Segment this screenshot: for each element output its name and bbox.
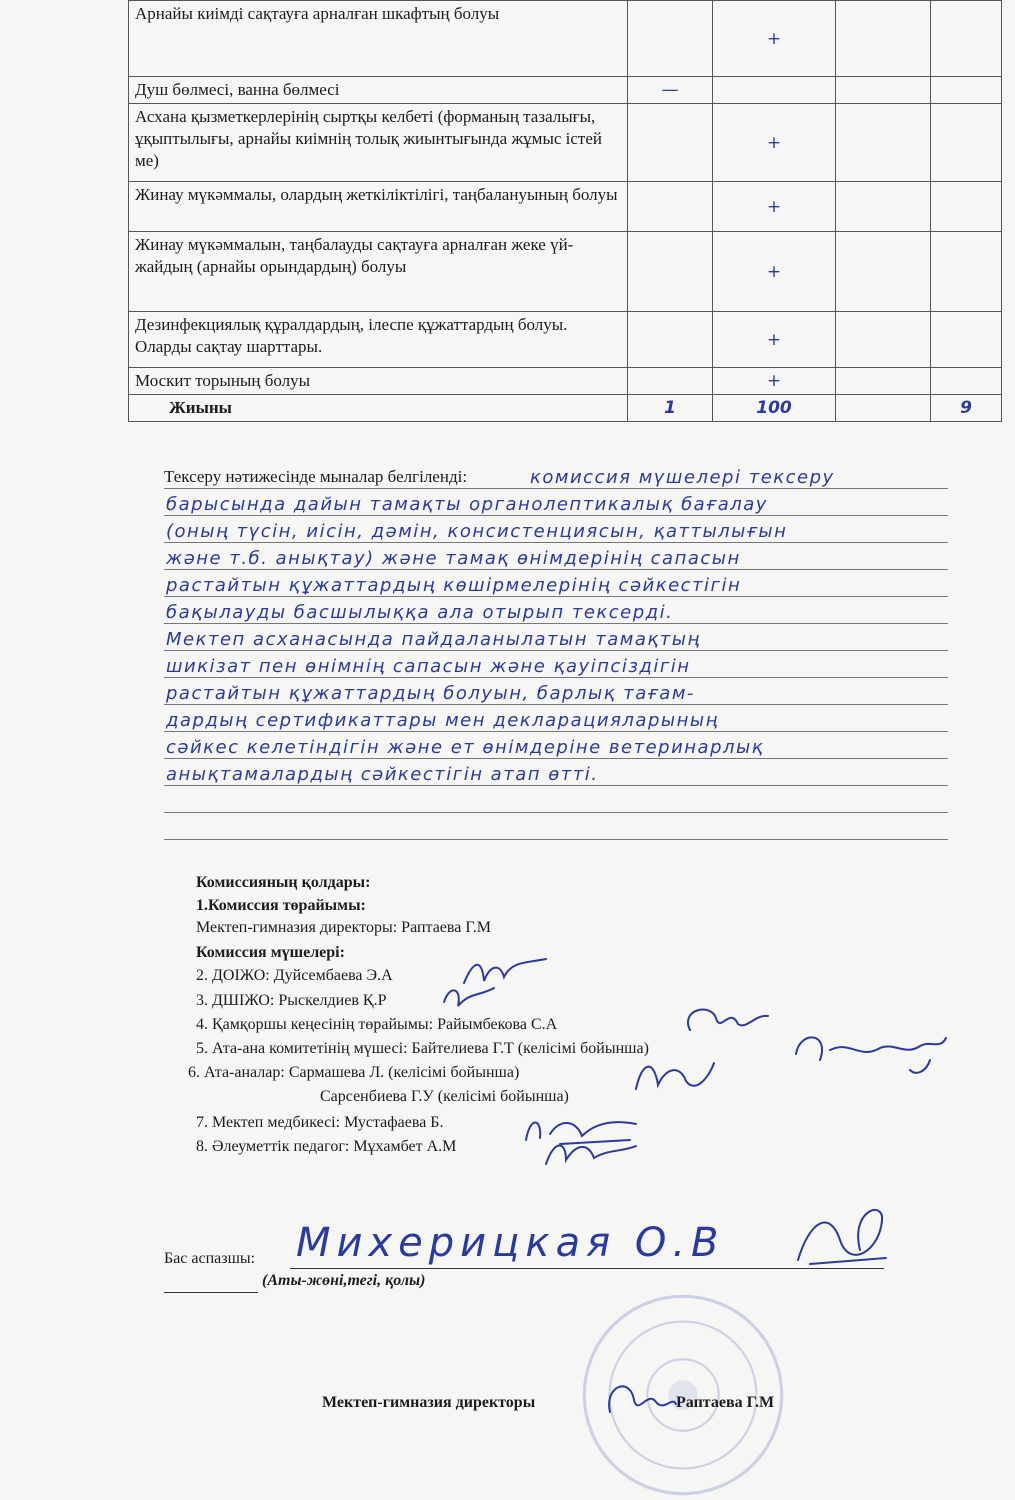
findings-handwritten-text: және т.б. анықтау) және тамақ өнімдерінің сапасын xyxy=(166,548,741,569)
signature-5 xyxy=(790,1020,950,1080)
member-6b: Сарсенбиева Г.У (келісімі бойынша) xyxy=(320,1088,569,1105)
row-mark-col-2 xyxy=(713,77,836,104)
row-mark-col-1 xyxy=(628,1,713,77)
director-signature xyxy=(600,1376,680,1420)
findings-line xyxy=(164,516,948,543)
row-label: Асхана қызметкерлерінің сыртқы келбеті (форманың тазалығы, ұқыптылығы, арнайы киімнің толық жиынтығында жұмыс істей ме) xyxy=(129,104,628,182)
row-mark-col-3 xyxy=(836,232,931,312)
row-mark-col-2: + xyxy=(713,368,836,395)
director-label: Мектеп-гимназия директоры xyxy=(322,1394,536,1411)
table-row xyxy=(129,368,1002,395)
member-4: 4. Қамқоршы кеңесінің төрайымы: Райымбекова С.А xyxy=(196,1016,558,1033)
findings-handwritten-text: анықтамалардың сәйкестігін атап өтті. xyxy=(166,764,599,785)
findings-label: Тексеру нәтижесінде мыналар белгіленді: xyxy=(164,467,468,486)
row-mark-col-3 xyxy=(836,1,931,77)
table-row xyxy=(129,104,1002,182)
findings-handwritten-text: комиссия мүшелері тексеру xyxy=(530,467,835,488)
row-label: Арнайы киімді сақтауға арналған шкафтың болуы xyxy=(129,1,628,77)
findings-line xyxy=(164,651,948,678)
members-heading: Комиссия мүшелері: xyxy=(196,944,345,961)
row-mark-col-4 xyxy=(931,77,1002,104)
findings-line xyxy=(164,813,948,840)
director-name: Раптаева Г.М xyxy=(676,1394,775,1411)
chair-heading: 1.Комиссия төрайымы: xyxy=(196,897,366,914)
table-row xyxy=(129,1,1002,77)
table-row xyxy=(129,232,1002,312)
row-mark-col-3 xyxy=(836,312,931,368)
findings-handwritten-text: (оның түсін, иісін, дәмін, консистенциясын, қаттылығын xyxy=(166,521,788,542)
table-row xyxy=(129,182,1002,232)
findings-line xyxy=(164,678,948,705)
findings-line xyxy=(164,570,948,597)
row-mark-col-2: + xyxy=(713,1,836,77)
signature-8 xyxy=(540,1134,640,1174)
row-mark-col-4 xyxy=(931,232,1002,312)
findings-handwritten-text: дардың сертификаттары мен декларацияларының xyxy=(166,710,719,731)
row-label: Жинау мүкәммалы, олардың жеткіліктілігі, таңбалануының болуы xyxy=(129,182,628,232)
member-8: 8. Әлеуметтік педагог: Мұхамбет А.М xyxy=(196,1138,457,1155)
table-total-row xyxy=(129,395,1002,422)
row-mark-col-2: + xyxy=(713,312,836,368)
row-mark-col-3 xyxy=(836,368,931,395)
row-mark-col-1 xyxy=(628,232,713,312)
row-mark-col-3 xyxy=(836,104,931,182)
findings-line xyxy=(164,489,948,516)
total-col-4: 9 xyxy=(931,395,1002,422)
row-label: Жинау мүкәммалын, таңбалауды сақтауға арналған жеке үй-жайдың (арнайы орындардың) болуы xyxy=(129,232,628,312)
row-mark-col-3 xyxy=(836,182,931,232)
total-col-3 xyxy=(836,395,931,422)
total-col-1: 1 xyxy=(628,395,713,422)
findings-line xyxy=(164,705,948,732)
total-col-2: 100 xyxy=(713,395,836,422)
chef-label: Бас аспазшы: xyxy=(164,1250,256,1267)
chef-signature xyxy=(790,1200,890,1280)
findings-line xyxy=(164,462,948,489)
row-mark-col-1 xyxy=(628,182,713,232)
chef-caption: (Аты-жөні,тегі, қолы) xyxy=(262,1272,426,1289)
findings-handwritten-text: сәйкес келетіндігін және ет өнімдеріне ветеринарлық xyxy=(166,737,765,758)
row-mark-col-1: — xyxy=(628,77,713,104)
findings-block xyxy=(164,462,948,840)
findings-line xyxy=(164,759,948,786)
total-label: Жиыны xyxy=(129,395,628,422)
row-mark-col-2: + xyxy=(713,182,836,232)
inspection-table xyxy=(128,0,1002,422)
row-mark-col-2: + xyxy=(713,232,836,312)
findings-handwritten-text: бақылауды басшылыққа ала отырып тексерді. xyxy=(166,602,674,623)
row-mark-col-4 xyxy=(931,312,1002,368)
findings-handwritten-text: шикізат пен өнімнің сапасын және қауіпсіздігін xyxy=(166,656,691,677)
row-mark-col-4 xyxy=(931,1,1002,77)
row-label: Душ бөлмесі, ванна бөлмесі xyxy=(129,77,628,104)
signature-4 xyxy=(680,1000,770,1040)
row-label: Москит торының болуы xyxy=(129,368,628,395)
member-5: 5. Ата-ана комитетінің мүшесі: Байтелиева Г.Т (келісімі бойынша) xyxy=(196,1040,649,1057)
findings-line xyxy=(164,597,948,624)
row-mark-col-1 xyxy=(628,312,713,368)
signature-6 xyxy=(630,1055,720,1099)
chef-caption-line xyxy=(164,1292,258,1293)
findings-handwritten-text: барысында дайын тамақты органолептикалық бағалау xyxy=(166,494,768,515)
row-mark-col-4 xyxy=(931,104,1002,182)
row-mark-col-4 xyxy=(931,368,1002,395)
member-2: 2. ДОІЖО: Дуйсембаева Э.А xyxy=(196,967,393,984)
findings-line xyxy=(164,543,948,570)
findings-handwritten-text: растайтын құжаттардың көшірмелерінің сәйкестігін xyxy=(166,575,742,596)
row-mark-col-1 xyxy=(628,368,713,395)
member-6a: 6. Ата-аналар: Сармашева Л. (келісімі бойынша) xyxy=(188,1064,520,1081)
member-7: 7. Мектеп медбикесі: Мустафаева Б. xyxy=(196,1114,444,1131)
row-mark-col-3 xyxy=(836,77,931,104)
findings-line xyxy=(164,624,948,651)
chef-handwritten-name: Михерицкая О.В xyxy=(296,1220,725,1266)
row-mark-col-1 xyxy=(628,104,713,182)
commission-heading: Комиссияның қолдары: xyxy=(196,874,371,891)
signature-3 xyxy=(440,982,500,1012)
row-mark-col-2: + xyxy=(713,104,836,182)
table-row xyxy=(129,312,1002,368)
findings-handwritten-text: Мектеп асханасында пайдаланылатын тамақтың xyxy=(166,629,701,650)
row-mark-col-4 xyxy=(931,182,1002,232)
findings-line xyxy=(164,732,948,759)
findings-handwritten-text: растайтын құжаттардың болуын, барлық тағам- xyxy=(166,683,695,704)
chair-line: Мектеп-гимназия директоры: Раптаева Г.М xyxy=(196,919,492,936)
row-label: Дезинфекциялық құралдардың, ілеспе құжаттардың болуы. Оларды сақтау шарттары. xyxy=(129,312,628,368)
table-row xyxy=(129,77,1002,104)
member-3: 3. ДШІЖО: Рыскелдиев Қ.Р xyxy=(196,992,387,1009)
findings-line xyxy=(164,786,948,813)
